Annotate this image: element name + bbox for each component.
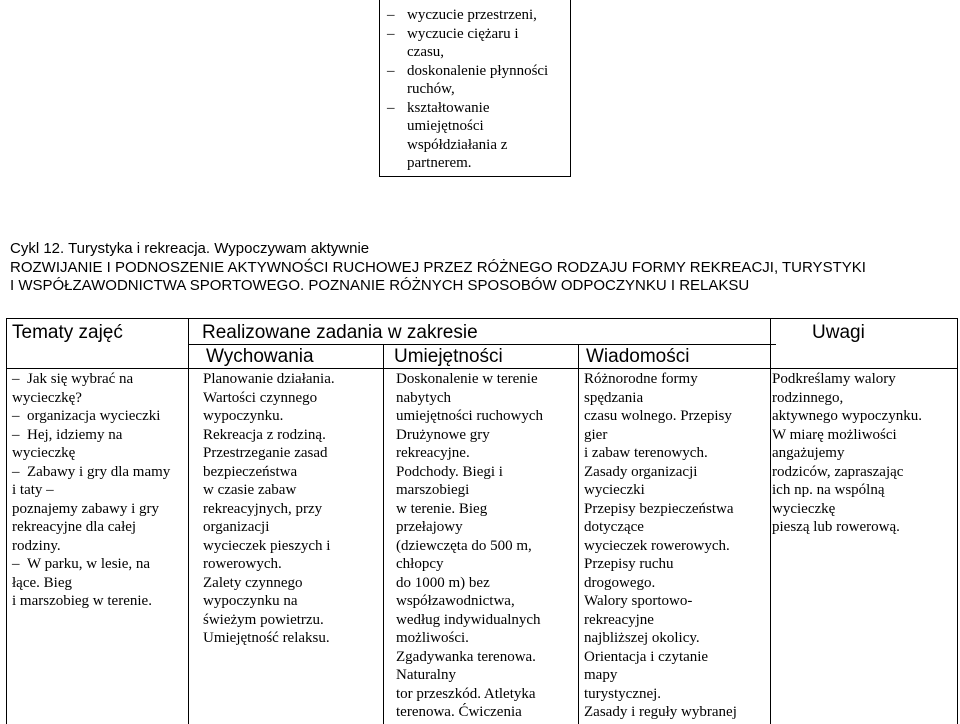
topic-line bbox=[12, 370, 186, 389]
topic-text: Hej, idziemy na bbox=[27, 426, 123, 443]
top-list-line: – wyczucie ciężaru i bbox=[407, 25, 519, 42]
top-list-item bbox=[387, 6, 570, 25]
topics-cell bbox=[12, 370, 186, 611]
knowledge-line: Przepisy ruchu bbox=[584, 556, 674, 572]
dash-marker: – bbox=[12, 426, 27, 443]
knowledge-line: dotyczące bbox=[584, 519, 644, 535]
top-bullet-list bbox=[380, 0, 570, 173]
col-divider-1 bbox=[188, 318, 189, 724]
skills-line: rekreacyjne. bbox=[396, 445, 470, 461]
knowledge-line: gier bbox=[584, 426, 608, 443]
top-list-line: – doskonalenie płynności bbox=[407, 62, 549, 79]
knowledge-line: czasu wolnego. Przepisy bbox=[584, 408, 732, 424]
topic-line bbox=[12, 426, 186, 445]
header-topics: Tematy zajęć bbox=[12, 322, 123, 343]
knowledge-line: Walory sportowo- bbox=[584, 593, 693, 609]
knowledge-line: najbliższej okolicy. bbox=[584, 630, 700, 646]
top-list-item bbox=[387, 62, 570, 99]
col-divider-2 bbox=[383, 344, 384, 724]
table-right-border bbox=[957, 318, 958, 724]
knowledge-line: Zasady organizacji bbox=[584, 463, 698, 480]
notes-line: rodzinnego, bbox=[772, 389, 844, 406]
upbringing-line: Planowanie działania. bbox=[203, 371, 335, 387]
topic-text: Jak się wybrać na bbox=[27, 371, 134, 387]
topic-line bbox=[12, 463, 186, 482]
skills-line: Naturalny bbox=[396, 667, 456, 683]
notes-line: rodziców, zapraszając bbox=[772, 463, 904, 480]
upbringing-line: w czasie zabaw bbox=[203, 482, 297, 498]
top-list-line: – kształtowanie bbox=[407, 99, 490, 116]
knowledge-line: Różnorodne formy bbox=[584, 371, 698, 387]
top-list-item bbox=[387, 25, 570, 62]
skills-line: Drużynowe gry bbox=[396, 426, 490, 443]
upbringing-line: bezpieczeństwa bbox=[203, 463, 298, 480]
header-tasks: Realizowane zadania w zakresie bbox=[202, 322, 478, 343]
col-divider-3 bbox=[578, 344, 579, 724]
knowledge-line: Przepisy bezpieczeństwa bbox=[584, 500, 734, 517]
skills-cell bbox=[396, 370, 576, 722]
dash-marker: – bbox=[12, 556, 27, 572]
dash-marker: – bbox=[12, 408, 27, 424]
subheader-knowledge: Wiadomości bbox=[586, 346, 690, 367]
skills-line: przełajowy bbox=[396, 519, 463, 535]
skills-line: (dziewczęta do 500 m, bbox=[396, 537, 532, 554]
top-list-line: partnerem. bbox=[407, 155, 472, 171]
header-bottom-border bbox=[6, 368, 958, 369]
top-list-line: umiejętności bbox=[407, 118, 484, 134]
topic-line: i taty – bbox=[12, 482, 54, 498]
skills-line: terenowa. Ćwiczenia bbox=[396, 704, 522, 720]
top-list-line: – wyczucie przestrzeni, bbox=[407, 7, 537, 23]
upbringing-line: rowerowych. bbox=[203, 556, 282, 572]
skills-line: w terenie. Bieg bbox=[396, 500, 488, 517]
notes-line: W miarę możliwości bbox=[772, 426, 897, 443]
topic-line: i marszobieg w terenie. bbox=[12, 593, 152, 609]
notes-line: pieszą lub rowerową. bbox=[772, 519, 900, 535]
notes-line: aktywnego wypoczynku. bbox=[772, 408, 922, 424]
notes-line: ich np. na wspólną bbox=[772, 482, 885, 498]
cycle-goal-line-2: I WSPÓŁZAWODNICTWA SPORTOWEGO. POZNANIE RÓŻNYCH SPOSOBÓW ODPOCZYNKU I RELAKSU bbox=[10, 277, 750, 294]
dash-marker: – bbox=[12, 463, 27, 480]
upbringing-line: wypoczynku. bbox=[203, 408, 284, 424]
topic-line: rekreacyjne dla całej bbox=[12, 519, 137, 535]
upbringing-line: Umiejętność relaksu. bbox=[203, 630, 330, 646]
cycle-title: Cykl 12. Turystyka i rekreacja. Wypoczywam aktywnie bbox=[10, 240, 370, 257]
top-table-cell bbox=[379, 0, 571, 177]
knowledge-line: drogowego. bbox=[584, 574, 656, 591]
knowledge-line: Zasady i reguły wybranej bbox=[584, 704, 737, 720]
top-list-line: czasu, bbox=[407, 44, 445, 60]
skills-line: według indywidualnych bbox=[396, 611, 541, 628]
dash-marker: – bbox=[12, 371, 27, 387]
upbringing-line: świeżym powietrzu. bbox=[203, 611, 324, 628]
top-list-line: ruchów, bbox=[407, 81, 455, 97]
notes-line: angażujemy bbox=[772, 445, 845, 461]
topic-line: poznajemy zabawy i gry bbox=[12, 500, 160, 517]
subheader-skills: Umiejętności bbox=[394, 346, 503, 367]
knowledge-line: Orientacja i czytanie bbox=[584, 648, 709, 665]
notes-cell bbox=[772, 370, 956, 537]
skills-line: Zgadywanka terenowa. bbox=[396, 648, 536, 665]
notes-line: wycieczkę bbox=[772, 500, 836, 517]
cycle-goal-line-1: ROZWIJANIE I PODNOSZENIE AKTYWNOŚCI RUCHOWEJ PRZEZ RÓŻNEGO RODZAJU FORMY REKREACJI, TURYSTYKI bbox=[10, 258, 866, 276]
skills-line: chłopcy bbox=[396, 556, 444, 572]
skills-line: marszobiegi bbox=[396, 482, 470, 498]
upbringing-line: Rekreacja z rodziną. bbox=[203, 426, 326, 443]
upbringing-line: wypoczynku na bbox=[203, 593, 298, 609]
skills-line: możliwości. bbox=[396, 630, 469, 646]
upbringing-line: Przestrzeganie zasad bbox=[203, 445, 328, 461]
topic-text: organizacja wycieczki bbox=[27, 408, 161, 424]
knowledge-cell bbox=[584, 370, 768, 722]
notes-line: Podkreślamy walory bbox=[772, 371, 896, 387]
skills-line: umiejętności ruchowych bbox=[396, 408, 544, 424]
header-notes: Uwagi bbox=[812, 322, 865, 343]
subheader-divider bbox=[188, 344, 776, 345]
knowledge-line: wycieczki bbox=[584, 482, 645, 498]
upbringing-cell bbox=[203, 370, 381, 648]
topic-line: wycieczkę? bbox=[12, 389, 82, 406]
upbringing-line: wycieczek pieszych i bbox=[203, 537, 331, 554]
col-divider-4 bbox=[770, 318, 771, 724]
skills-line: współzawodnictwa, bbox=[396, 593, 515, 609]
top-list-line: współdziałania z bbox=[407, 136, 508, 153]
knowledge-line: wycieczek rowerowych. bbox=[584, 537, 730, 554]
topic-line: rodziny. bbox=[12, 537, 61, 554]
table-top-border bbox=[6, 318, 958, 319]
top-list-item bbox=[387, 99, 570, 173]
topic-line: wycieczkę bbox=[12, 445, 76, 461]
skills-line: Doskonalenie w terenie bbox=[396, 371, 538, 387]
upbringing-line: organizacji bbox=[203, 519, 270, 535]
topic-line: łące. Bieg bbox=[12, 574, 72, 591]
cycle-header bbox=[10, 240, 950, 296]
knowledge-line: i zabaw terenowych. bbox=[584, 445, 708, 461]
upbringing-line: Zalety czynnego bbox=[203, 574, 303, 591]
skills-line: do 1000 m) bez bbox=[396, 574, 490, 591]
topic-line bbox=[12, 407, 186, 426]
table-left-border bbox=[6, 318, 7, 724]
subheader-upbringing: Wychowania bbox=[206, 346, 314, 367]
topic-text: Zabawy i gry dla mamy bbox=[27, 463, 171, 480]
topic-text: W parku, w lesie, na bbox=[27, 556, 151, 572]
skills-line: nabytych bbox=[396, 389, 451, 406]
topic-line bbox=[12, 555, 186, 574]
upbringing-line: Wartości czynnego bbox=[203, 389, 318, 406]
skills-line: Podchody. Biegi i bbox=[396, 463, 503, 480]
upbringing-line: rekreacyjnych, przy bbox=[203, 500, 323, 517]
knowledge-line: spędzania bbox=[584, 389, 644, 406]
knowledge-line: mapy bbox=[584, 667, 618, 683]
curriculum-table bbox=[6, 318, 958, 724]
knowledge-line: rekreacyjne bbox=[584, 611, 654, 628]
knowledge-line: turystycznej. bbox=[584, 685, 662, 702]
skills-line: tor przeszkód. Atletyka bbox=[396, 685, 536, 702]
